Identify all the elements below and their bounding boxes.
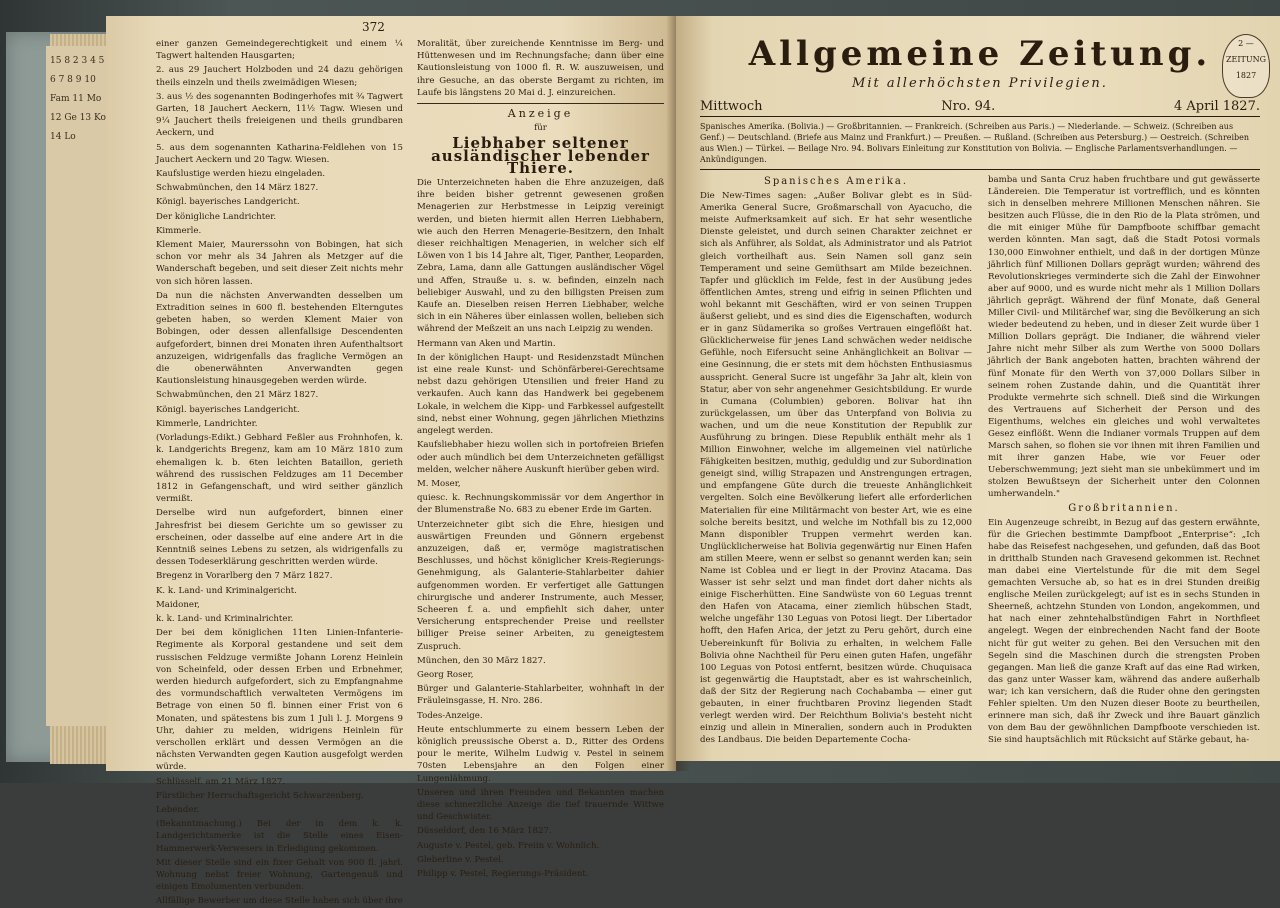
paragraph: quiesc. k. Rechnungskommissär vor dem Angerthor in der Blumenstraße No. 683 zu ebener Erde im Garten. bbox=[417, 493, 664, 516]
paragraph: Bregenz in Vorarlberg den 7 März 1827. bbox=[156, 571, 333, 582]
left-column-1 bbox=[156, 38, 403, 907]
ad-title: Liebhaber seltener ausländischer lebender Thiere. bbox=[431, 134, 650, 177]
paragraph: Kaufsliebhaber hiezu wollen sich in portofreien Briefen oder auch mündlich bei dem Unterzeichneten gefälligst melden, welcher nähere Auskunft hierüber geben wird. bbox=[417, 440, 664, 475]
newspaper-title: Allgemeine Zeitung. bbox=[748, 34, 1212, 74]
masthead bbox=[700, 34, 1260, 91]
stamp-line-1: 2 — bbox=[1238, 39, 1254, 48]
paragraph: Fürstlicher Herrschaftsgericht Schwarzenberg. bbox=[156, 790, 364, 801]
paragraph: Da nun die nächsten Anverwandten desselben um Extradition seines in 600 fl. bestehenden Elterngutes gebeten haben, so werden Klement Maier von Bobingen, oder dessen allenfallsige Descendenten aufgefordert, binnen drei Monaten ihren Aufenthaltsort anzuzeigen, widrigenfalls das fragliche Vermögen an die obenerwähnten Anverwandten gegen Kautionsleistung hinausgegeben werden würde. bbox=[156, 290, 403, 387]
section-heading-spanish-america: Spanisches Amerika. bbox=[763, 176, 909, 187]
paragraph: Schwabmünchen, den 21 März 1827. bbox=[156, 390, 319, 401]
left-column-2 bbox=[417, 38, 664, 879]
article-bolivia: Die New-Times sagen: „Außer Bolivar glebt es in Süd-Amerika General Sucre, Großmarschall von Ayacucho, die meiste Aufmerksamkeit auf sich. Er hat sehr wesentliche Dienste geleistet, und durch seinen Charakter zeichnet er sich als Anführer, als Soldat, als Administrator und als Patriot gleich vortheilhaft aus. Sein Namen soll ganz sein Temperament und seine Gemüthsart am Milde bezeichnen. Tapfer und glücklich im Felde, fest in der Ausübung jedes öffentlichen Amtes, streng und eifrig in seinen Pflichten und wohl bekannt mit Geschäften, wird er von seinen Truppen äußerst geliebt, und es sind dies die Eigenschaften, wodurch er in ganz Südamerika so großes Vertrauen eingeflößt hat. Glücklicherweise für jenes Land schwächen weder neidische Gefühle, noch Eifersucht seine Anhänglichkeit an Bolivar — eine Gesinnung, die er stets mit dem höchsten Enthusiasmus ausspricht. General Sucre ist ungefähr 3a Jahr alt, klein von Statur, aber von sehr angenehmer Gesichtsbildung. Er wurde in Cumana (Columbien) geboren. Bolivar hat ihn zurückgelassen, um über das Unterpfand von Bolivia zu wachen, und um die neue Konstitution der Republik zur Ausführung zu bringen. Diese Republik enthält mehr als 1 Million Einwohner, welche im allgemeinen viel natürliche Fähigkeiten besitzen, muthig, geduldig und zur Subordination geneigt sind, willig Strapazen und Anstrengungen ertragen, und empfangene Güte durch die treueste Anhänglichkeit vergelten. Solch eine Bevölkerung liefert alle erforderlichen Materialien für eine Militärmacht von bester Art, wie es eine solche bereits besitzt, und welche im Nothfall bis zu 12,000 Mann disponibler Truppen vermehrt werden kan. Unglücklicherweise hat Bolivia gegenwärtig nur Einen Hafen am stillen Meere, wenn er selbst so genannt werden kan; sein Name ist Coblea und er liegt in der Provinz Atacama. Das Wasser ist sehr selzt und man findet dort daher nichts als einige Fischerhütten. Eine Sandwüste von 60 Leguas trennt den Hafen von Atacama, einer ziemlich hübschen Stadt, welche ungefähr 130 Leguas von Potosi liegt. Der Libertador hofft, den Hafen Arica, der jetzt zu Peru gehört, durch eine Uebereinkunft für Bolivia zu erhalten, in welchem Falle Bolivia ohne Nachtheil für Peru einen guten Hafen, ungefähr 100 Leguas von Potosi entfernt, besitzen würde. Chuquisaca ist gegenwärtig die Hauptstadt, aber es ist wahrscheinlich, daß der Sitz der Regierung nach Cochabamba — einer gut gebauten, in einer fruchtbaren Provinz liegenden Stadt verlegt werden wird. Der Reichthum Bolivia's besteht nicht einzig und allein in Mineralien, sondern auch in Produkten des Landbaus. Die beiden Departemente Cocha- bbox=[700, 191, 972, 746]
paragraph: 5. aus dem sogenannten Katharina-Feldlehen von 15 Jauchert Aeckern und 20 Tagw. Wiesen. bbox=[156, 142, 403, 165]
paragraph: Heute entschlummerte zu einem bessern Leben der königlich preussische Oberst a. D., Ritter des Ordens pour le merite, Wilhelm Ludwig v. Pestel in seinem 70sten Lebensjahre an den Folgen einer Lungenlähmung. bbox=[417, 724, 664, 784]
paragraph: Unseren und ihren Freunden und Bekannten machen diese schmerzliche Anzeige die tief trauernde Wittwe und Geschwister. bbox=[417, 787, 664, 823]
paragraph: Der königliche Landrichter. bbox=[156, 211, 277, 222]
dateline bbox=[700, 99, 1260, 117]
paragraph: K. k. Land- und Kriminalgericht. bbox=[156, 585, 297, 596]
paragraph: Schlüsself. am 21 März 1827. bbox=[156, 776, 286, 787]
ad-heading: Anzeige bbox=[507, 107, 574, 121]
weekday: Mittwoch bbox=[700, 99, 763, 114]
paragraph: Allfällige Bewerber um diese Stelle haben sich über ihre bbox=[156, 896, 403, 907]
paragraph: k. k. Land- und Kriminalrichter. bbox=[156, 613, 294, 624]
article-great-britain: Ein Augenzeuge schreibt, in Bezug auf das gestern erwähnte, für die Griechen bestimmte Dampfboot „Enterprise“: „Ich habe das Reisefest nachgesehen, und gefunden, daß das Boot in dritthalb Stunden nach Gravesend gekommen ist. Rechnet man dabei eine Viertelstunde für die mit dem Segel gemachten Versuche ab, so hat es in drei Stunden dreißig englische Meilen zurückgelegt; auf ist es in sechs Stunden in Sheerneß, achtzehn Stunden von London, angekommen, und hat nach einer zehntehalbstündigen Fahrt in Northfleet angelegt. Wegen der einbrechenden Nacht fand der Boote nicht für gut weiter zu gehen. Bei den Versuchen mit den Segeln sind die Maschinen durch die strengsten Proben gegangen. Man ließ die ganze Kraft auf das eine Rad wirken, das ganz unter Wasser kam, während das andere außerhalb war; ich kan versichern, daß die Ruder ohne den geringsten Fehler spielten. Um den Nuzen dieser Boote zu beurtheilen, erinnere man sich, daß ihr Zweck und ihre Bauart gänzlich von dem Bau der gewöhnlichen Dampfboote verschieden ist. Sie sind hauptsächlich mit Rücksicht auf Stärke gebaut, ha- bbox=[988, 517, 1260, 746]
newspaper-subtitle: Mit allerhöchsten Privilegien. bbox=[852, 76, 1108, 91]
paragraph: Philipp v. Pestel, Regierungs-Präsident. bbox=[417, 869, 589, 879]
paragraph: Königl. bayerisches Landgericht. bbox=[156, 404, 300, 415]
paragraph: Kimmerle, Landrichter. bbox=[156, 418, 258, 429]
paragraph: (Bekanntmachung.) Bei der in dem k. k. Landgerichtsmerke ist die Stelle eines Eisen-Hammerwerk-Verwesers in Erledigung gekommen. bbox=[156, 819, 403, 854]
paragraph: (Vorladungs-Edikt.) Gebhard Feßler aus Frohnhofen, k. k. Landgerichts Bregenz, kam am 10 März 1810 zum ehemaligen k. b. 6ten leichten Bataillon, gerieth während des russischen Feldzuges am 11 December 1812 in Gefangenschaft, und wird seither gänzlich vermißt. bbox=[156, 433, 403, 505]
right-page bbox=[676, 16, 1280, 761]
stamp-line-3: 1827 bbox=[1235, 71, 1257, 80]
paragraph: Kaufslustige werden hiezu eingeladen. bbox=[156, 169, 326, 180]
paragraph: Unterzeichneter gibt sich die Ehre, hiesigen und auswärtigen Freunden und Gönnern ergebenst anzuzeigen, daß er, vermöge magistratischen Beschlusses, und höchst königlicher Kreis-Regierungs-Genehmigung, als Galanterie-Stahlarbeiter dahier aufgenommen worden. Er verfertiget alle Gattungen chirurgische und anderer Instrumente, auch Messer, Scheeren f. a. und empfiehlt sich daher, unter Versicherung entsprechender Preise und reellster billiger Preise seiner Arbeiten, zu geneigtestem Zuspruch. bbox=[417, 519, 664, 652]
library-stamp bbox=[1222, 34, 1270, 98]
paragraph: Kimmerle. bbox=[156, 225, 202, 236]
paragraph: Düsseldorf, den 16 März 1827. bbox=[417, 826, 552, 837]
paragraph: Der bei dem königlichen 11ten Linien-Infanterie-Regimente als Korporal gestandene und seit dem russischen Feldzuge vermißte Johann Lorenz Heinlein von Scheinfeld, oder dessen Erben und Erbnehmer, werden hiedurch aufgefordert, sich zu Empfangnahme des vormundschaftlich verwalteten Vermögens im Betrage von einen 50 fl. binnen einer Frist von 6 Monaten, und spätestens bis zum 1 Juli l. J. Morgens 9 Uhr, dahier zu melden, widrigens Heinlein für verschollen erklärt und dessen Vermögen an die nächsten Verwandten gegen Kaution ausgefolgt werden würde. bbox=[156, 628, 403, 773]
paragraph: Derselbe wird nun aufgefordert, binnen einer Jahresfrist bei diesem Gerichte um so gewisser zu erscheinen, oder dasselbe auf eine andere Art in die Kenntniß seines Lebens zu setzen, als widrigenfalls zu dessen Todeserklärung geschritten werden würde. bbox=[156, 508, 403, 568]
left-page bbox=[106, 16, 676, 907]
ad-for: für bbox=[534, 123, 547, 134]
paragraph: Die Unterzeichneten haben die Ehre anzuzeigen, daß ihre beiden bisher getrennt gewesenen großen Menagerien zur Herbstmesse in Leipzig vereinigt werden, und bieten hiermit allen Herren Liebhabern, wie auch den Herren Menagerie-Besitzern, den Inhalt dieser reichhaltigen Menagerien, in welcher sich elf Löwen von 1 bis 14 Jahre alt, Tiger, Panther, Leoparden, Zebra, Lama, dann alle Gattungen ausländischer Vögel und Affen, Strauße u. s. w. befinden, einzeln nach beliebiger Auswahl, und zu den billigsten Preisen zum Kaufe an. Dieselben reisen Herren Liebhaber, welche sich in ein Näheres über einlassen wollen, belieben sich während der Meßzeit an uns nach Leipzig zu wenden. bbox=[417, 178, 664, 335]
issue-number: Nro. 94. bbox=[941, 99, 996, 114]
paragraph: In der königlichen Haupt- und Residenzstadt München ist eine reale Kunst- und Schönfärberei-Gerechtsame nebst dazu gehörigen Utensilien und freier Hand zu verkaufen. Auch kann das Handwerk bei gegebenem Lokale, in welchem die Kipp- und Farbkessel aufgestellt sind, nebst einer Wohnung, gegen jährlichen Miethzins angelegt werden. bbox=[417, 352, 664, 437]
advertisements bbox=[417, 177, 664, 880]
right-column-1 bbox=[700, 174, 972, 748]
paragraph: Todes-Anzeige. bbox=[417, 710, 483, 721]
paragraph: 3. aus ½ des sogenannten Bodingerhofes mit ¾ Tagwert Garten, 18 Jauchert Aeckern, 11½ Tagw. Wiesen und 9¼ Jauchert theils freieigenen und theils grundbaren Aeckern, und bbox=[156, 91, 403, 139]
paragraph: M. Moser, bbox=[417, 478, 461, 489]
paragraph: Georg Roser, bbox=[417, 669, 474, 680]
page-number: 372 bbox=[362, 20, 385, 34]
section-heading-great-britain: Großbritannien. bbox=[1068, 502, 1180, 514]
bergbau-notice-continuation: Moralität, über zureichende Kenntnisse im Berg- und Hüttenwesen und im Rechnungsfache; dann über eine Kautionsleistung von 1000 fl. R. W. auszuweisen, und ihre Gesuche, an das oberste Bergamt zu richten, im Laufe bis längstens 20 Mai d. J. einzureichen. bbox=[417, 39, 664, 98]
paragraph: Klement Maier, Maurerssohn von Bobingen, hat sich schon vor mehr als 34 Jahren als Metzger auf die Wanderschaft begeben, und seit dieser Zeit nichts mehr von sich hören lassen. bbox=[156, 240, 403, 287]
paragraph: Hermann van Aken und Martin. bbox=[417, 338, 556, 349]
issue-date: 4 April 1827. bbox=[1173, 99, 1260, 114]
open-newspaper-volume bbox=[6, 6, 1280, 907]
paragraph: einer ganzen Gemeindegerechtigkeit und einem ¼ Tagwert haltenden Hausgarten; bbox=[156, 39, 403, 62]
paragraph: Mit dieser Stelle sind ein fixer Gehalt von 900 fl. jahrl. Wohnung nebst freier Wohnung, Gartengenuß und einigen Emolumenten verbunden. bbox=[156, 857, 403, 893]
underlying-page-fragment: 15 8 2 3 4 5 6 7 8 9 10 Fam 11 Mo 12 Ge 13 Ko 14 Lo bbox=[46, 46, 116, 726]
paragraph: Bürger und Galanterie-Stahlarbeiter, wohnhaft in der Fräuleinsgasse, H. Nro. 286. bbox=[417, 684, 664, 707]
stamp-line-2: ZEITUNG bbox=[1225, 55, 1267, 64]
article-bolivia-continued: bamba und Santa Cruz haben fruchtbare und gut gewässerte Ländereien. Die Temperatur ist vortrefflich, und es könnten sich in denselben mehrere Millionen Menschen nähren. Sie besitzen auch Flüsse, die in den Rio de la Plata strömen, und die mit einiger Mühe für Dampfboote schiffbar gemacht werden könnten. Man sagt, daß die Stadt Potosi vormals 130,000 Einwohner enthielt, und daß in der dortigen Münze jährlich fünf Millionen Dollars geprägt wurden; während des Revolutionskrieges verminderte sich die Zahl der Einwohner aber auf 9000, und es wurde nicht mehr als 1 Million Dollars jährlich geprägt. Während der fünf Monate, daß General Miller Civil- und Militärchef war, sing die Bevölkerung an sich wieder bedeutend zu heben, und in dieser Zeit wurde über 1 Million Dollars geprägt. Die Indianer, die während vieler Jahre nicht mehr Silber als zum Werthe von 5000 Dollars jährlich der Bank angeboten hatten, brachten während der fünf Monate für den Werth von 37,000 Dollars Silber in seinem rohen Zustande dahin, und die Quantität ihrer Produkte vermehrte sich schnell. Dieß sind die Wirkungen des Vertrauens auf Sicherheit der Person und des Eigenthums, welches ein gleiches und wohl verwaltetes Gesez einflößt. Wenn die Indianer vormals Truppen auf dem Marsch sahen, so flohen sie vor ihnen mit ihren Familien und mit ihrer ganzen Habe, wie vor Feuer oder Ueberschwemmung; jezt sieht man sie unbekümmert und im stolzen Bewußtseyn der Sicherheit unter den Colonnen umherwandeln." bbox=[988, 175, 1260, 500]
paragraph: 2. aus 29 Jauchert Holzboden und 24 dazu gehörigen theils einzeln und theils zweimädigen Wiesen; bbox=[156, 65, 403, 88]
divider bbox=[417, 103, 664, 104]
paragraph: Lebender. bbox=[156, 804, 200, 815]
paragraph: München, den 30 März 1827. bbox=[417, 655, 546, 666]
paragraph: Gleberline v. Pestel. bbox=[417, 854, 504, 865]
table-of-contents: Spanisches Amerika. (Bolivia.) — Großbritannien. — Frankreich. (Schreiben aus Paris.) — Niederlande. — Schweiz. (Schreiben aus Genf.) — Deutschland. (Briefe aus Mainz und Frankfurt.) — Preußen. — Rußland. (Schreiben aus Petersburg.) — Oestreich. (Schreiben aus Wien.) — Türkei. — Beilage Nro. 94. Bolivars Einleitung zur Konstitution von Bolivia. — Englische Parlamentsverhandlungen. — Ankündigungen. bbox=[700, 121, 1260, 170]
right-column-2 bbox=[988, 174, 1260, 748]
paragraph: Maidoner, bbox=[156, 599, 200, 610]
paragraph: Auguste v. Pestel, geb. Freiin v. Wohnlich. bbox=[417, 840, 600, 851]
paragraph: Königl. bayerisches Landgericht. bbox=[156, 197, 300, 208]
paragraph: Schwabmünchen, den 14 März 1827. bbox=[156, 183, 319, 194]
